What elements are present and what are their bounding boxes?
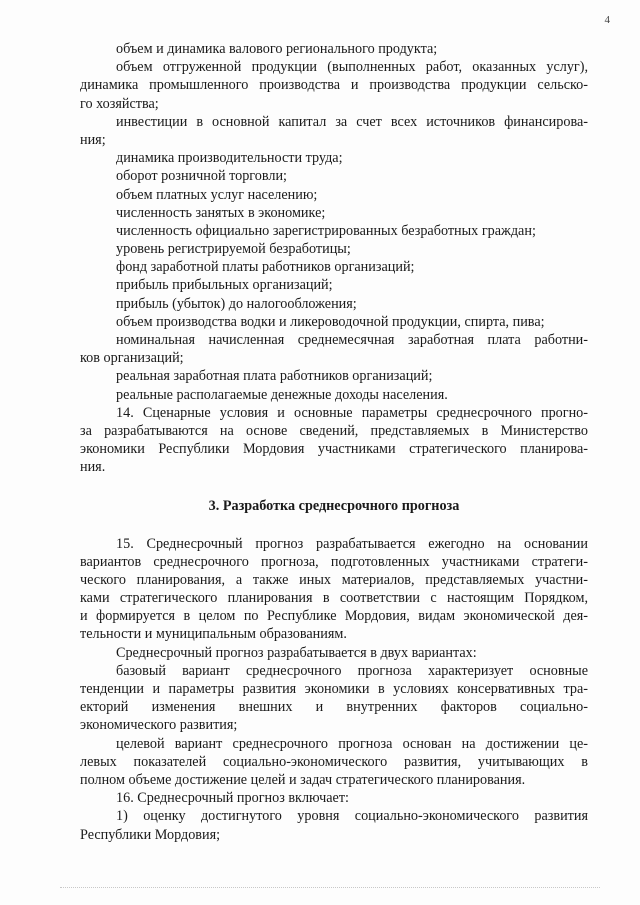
- paragraph-line: базовый вариант среднесрочного прогноза характеризует основные: [116, 662, 588, 679]
- scan-artifact: [60, 887, 600, 890]
- paragraph-line: полном объеме достижение целей и задач стратегического планирования.: [80, 771, 526, 788]
- para16-intro: 16. Среднесрочный прогноз включает:: [116, 790, 349, 807]
- list-item: объем отгруженной продукции (выполненных работ, оказанных услуг),: [116, 59, 588, 76]
- variants-intro: Среднесрочный прогноз разрабатывается в двух вариантах:: [116, 644, 477, 661]
- list-item: оборот розничной торговли;: [116, 168, 287, 185]
- base-variant: [80, 662, 588, 735]
- list-item: инвестиции в основной капитал за счет всех источников финансирова-: [116, 113, 588, 130]
- paragraph-line: 14. Сценарные условия и основные параметры среднесрочного прогно-: [116, 404, 588, 421]
- paragraph-line: за разрабатываются на основе сведений, представляемых в Министерство: [80, 422, 588, 439]
- paragraph-line: ками стратегического планирования в соответствии с настоящим Порядком,: [80, 590, 588, 607]
- list-item: динамика производительности труда;: [116, 150, 343, 167]
- paragraph-15: [80, 535, 588, 644]
- list-item: го хозяйства;: [80, 95, 159, 112]
- list-item: ков организаций;: [80, 350, 184, 367]
- list-item: прибыль прибыльных организаций;: [116, 277, 333, 294]
- list-item: прибыль (убыток) до налогообложения;: [116, 295, 357, 312]
- list-item: фонд заработной платы работников организаций;: [116, 259, 415, 276]
- paragraph-14: [80, 404, 588, 477]
- list-item: объем и динамика валового регионального продукта;: [116, 41, 438, 57]
- list-item: реальная заработная плата работников организаций;: [116, 368, 433, 385]
- paragraph-line: тельности и муниципальным образованиям.: [80, 626, 347, 643]
- list-item: уровень регистрируемой безработицы;: [116, 241, 351, 258]
- paragraph-line: экономического развития;: [80, 717, 238, 734]
- paragraph-line: целевой вариант среднесрочного прогноза основан на достижении це-: [116, 735, 588, 752]
- page-number: 4: [604, 14, 610, 26]
- document-body: [80, 40, 588, 844]
- paragraph-line: левых показателей социально-экономического развития, учитывающих в: [80, 753, 588, 770]
- para16-item-1: [80, 807, 588, 843]
- section-heading: 3. Разработка среднесрочного прогноза: [208, 497, 460, 514]
- list-item: численность занятых в экономике;: [116, 204, 326, 221]
- list-item: реальные располагаемые денежные доходы населения.: [116, 386, 448, 403]
- paragraph-line: 15. Среднесрочный прогноз разрабатывается ежегодно на основании: [116, 535, 588, 552]
- paragraph-line: вариантов среднесрочного прогноза, подготовленных участниками стратеги-: [80, 553, 588, 570]
- list-item: объем производства водки и ликероводочной продукции, спирта, пива;: [116, 313, 545, 330]
- paragraph-line: Республики Мордовия;: [80, 826, 221, 843]
- target-variant: [80, 735, 588, 790]
- paragraph-line: тенденции и параметры развития экономики в условиях консервативных тра-: [80, 681, 588, 697]
- list-item: численность официально зарегистрированных безработных граждан;: [116, 222, 536, 239]
- list-item: объем платных услуг населению;: [116, 186, 318, 203]
- paragraph-line: ния.: [80, 459, 106, 476]
- list-item: ния;: [80, 131, 106, 148]
- list-item: динамика промышленного производства и производства продукции сельско-: [80, 77, 588, 94]
- paragraph-line: и формируется в целом по Республике Мордовия, видам экономической дея-: [80, 608, 588, 625]
- paragraph-line: екторий изменения внешних и внутренних факторов социально-: [80, 699, 588, 716]
- paragraph-line: 1) оценку достигнутого уровня социально-экономического развития: [116, 808, 588, 825]
- paragraph-line: ческого планирования, а также иных материалов, представляемых участни-: [80, 571, 588, 588]
- list-item: номинальная начисленная среднемесячная заработная плата работни-: [116, 332, 588, 348]
- paragraph-line: экономики Республики Мордовия участниками стратегического планирова-: [80, 441, 588, 458]
